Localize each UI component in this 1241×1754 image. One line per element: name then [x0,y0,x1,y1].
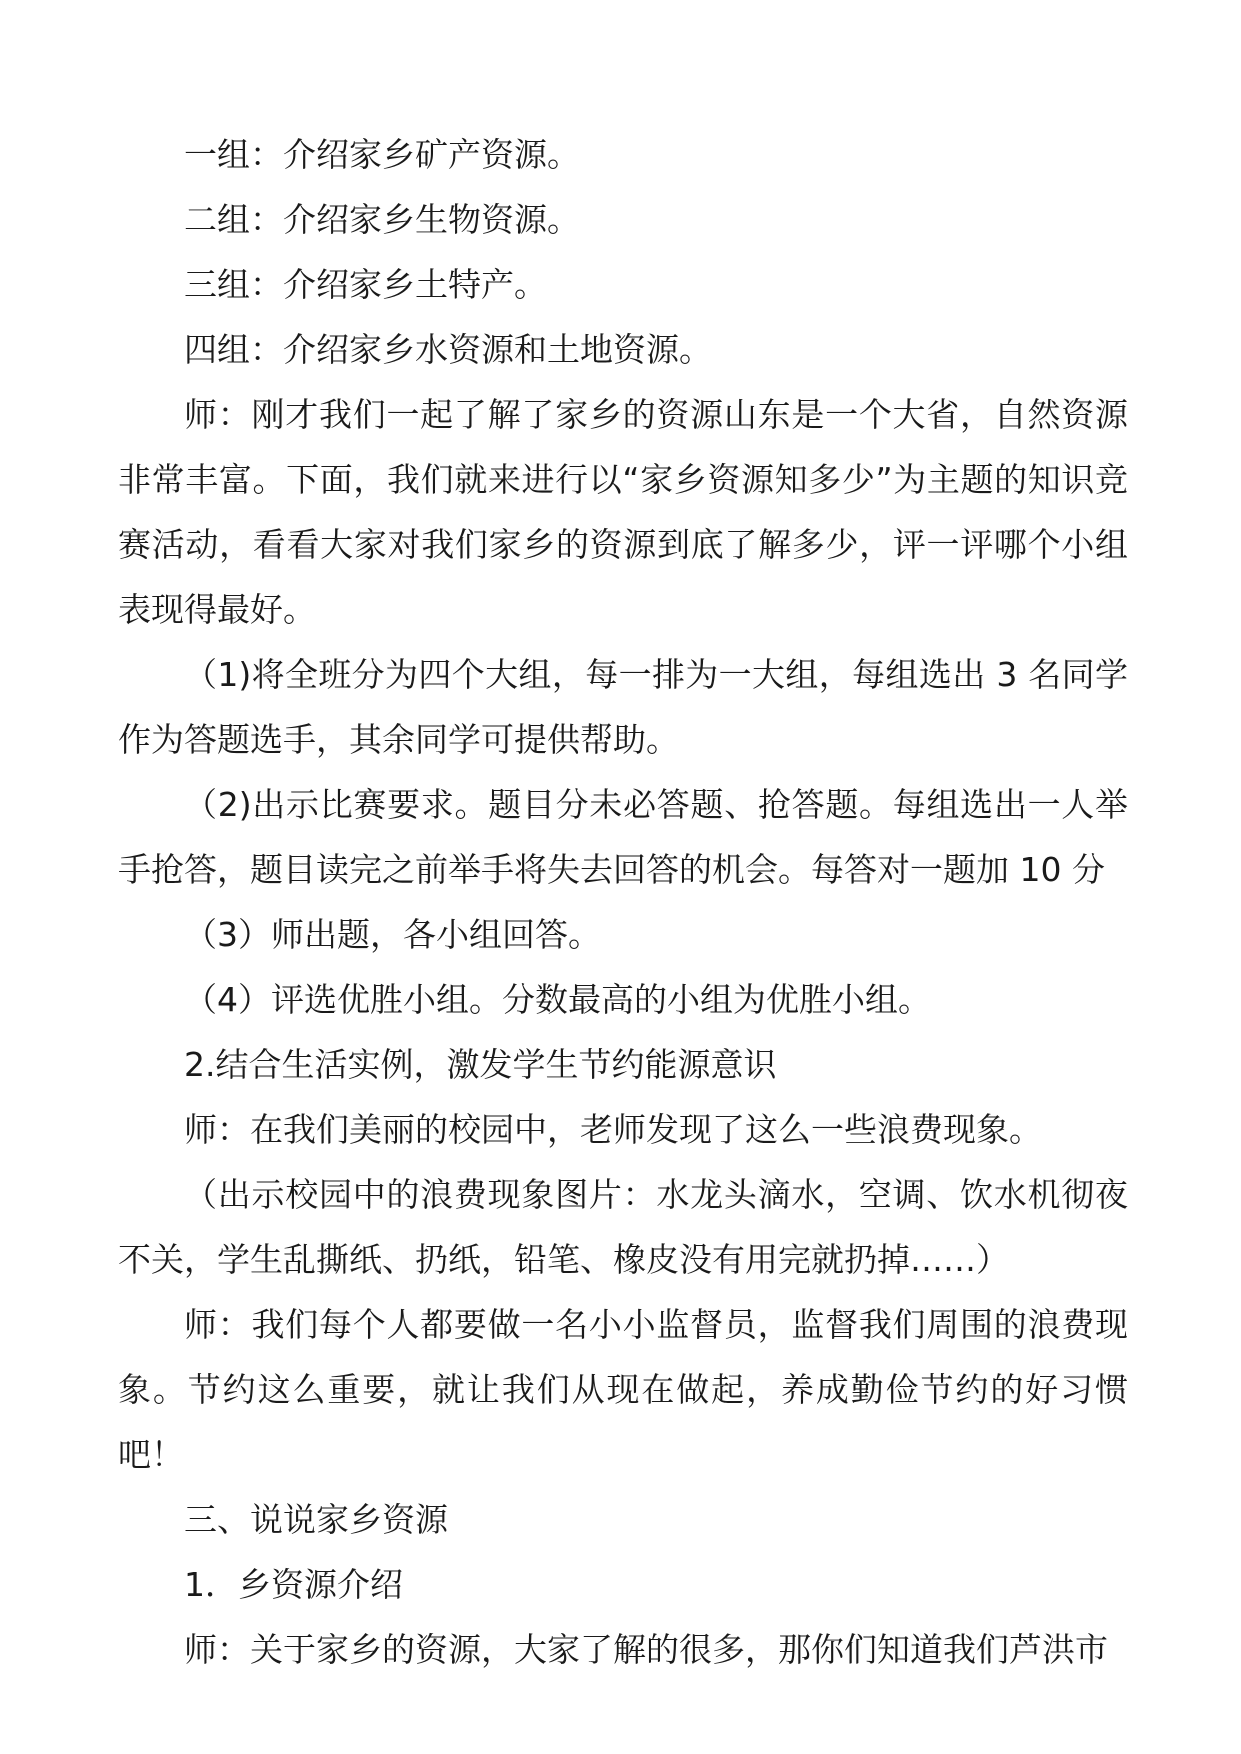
paragraph-group-three: 三组：介绍家乡土特产。 [184,265,547,304]
paragraph-step-4: （4）评选优胜小组。分数最高的小组为优胜小组。 [184,980,931,1019]
paragraph-group-one: 一组：介绍家乡矿产资源。 [184,135,580,174]
paragraph-step-2: （2)出示比赛要求。题目分未必答题、抢答题。每组选出一人举手抢答，题目读完之前举手将失去回答的机会。每答对一题加 10 分 [118,785,1128,889]
paragraph-section-2: 2.结合生活实例，激发学生节约能源意识 [184,1045,777,1084]
paragraph-teacher-supervisor: 师：我们每个人都要做一名小小监督员，监督我们周围的浪费现象。节约这么重要，就让我们从现在做起，养成勤俭节约的好习惯吧！ [118,1305,1128,1474]
paragraph-group-four: 四组：介绍家乡水资源和土地资源。 [184,330,712,369]
subheading-resource-intro: 1．乡资源介绍 [184,1565,403,1604]
paragraph-step-3: （3）师出题，各小组回答。 [184,915,601,954]
paragraph-step-1: （1)将全班分为四个大组，每一排为一大组，每组选出 3 名同学作为答题选手，其余同学可提供帮助。 [118,655,1128,759]
paragraph-teacher-intro: 师：刚才我们一起了解了家乡的资源山东是一个大省，自然资源非常丰富。下面，我们就来进行以“家乡资源知多少”为主题的知识竞赛活动，看看大家对我们家乡的资源到底了解多少，评一评哪个小组表现得最好。 [118,395,1128,629]
paragraph-waste-pictures: （出示校园中的浪费现象图片：水龙头滴水，空调、饮水机彻夜不关，学生乱撕纸、扔纸，铅笔、橡皮没有用完就扔掉……） [118,1175,1128,1279]
document-body [118,122,1128,1682]
paragraph-teacher-waste: 师：在我们美丽的校园中，老师发现了这么一些浪费现象。 [184,1110,1042,1149]
section-heading-three: 三、说说家乡资源 [184,1500,448,1539]
paragraph-teacher-question: 师：关于家乡的资源，大家了解的很多，那你们知道我们芦洪市 [184,1630,1108,1669]
paragraph-group-two: 二组：介绍家乡生物资源。 [184,200,580,239]
